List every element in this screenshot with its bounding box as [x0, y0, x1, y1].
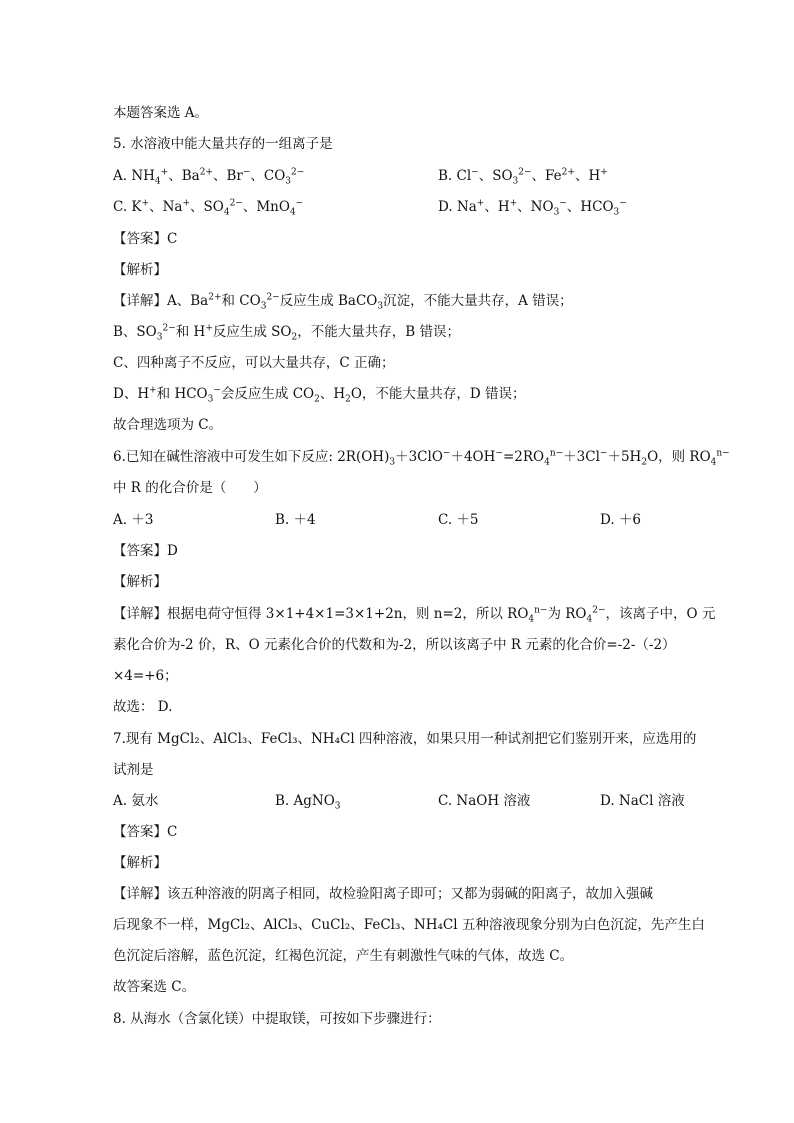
- q7-detail-line1: 【详解】该五种溶液的阴离子相同，故检验阳离子即可；又都为弱碱的阳离子，故加入强碱: [113, 886, 653, 902]
- q5-detail-a: 【详解】A、$Ba^{2+}$和 $CO_3^{2-}$反应生成 BaCO$_3$沉淀，不能大量共存，A 错误；: [113, 292, 573, 312]
- q7-detail-line3: 色沉淀后溶解，蓝色沉淀，红褐色沉淀，产生有刺激性气味的气体，故选 C。: [113, 948, 574, 964]
- question-7-title: 7.现有 MgCl₂、AlCl₃、FeCl₃、NH₄Cl 四种溶液，如果只用一种试剂把它们鉴别开来，应选用的: [113, 731, 697, 747]
- q7-option-c: C. NaOH 溶液: [438, 793, 531, 809]
- question-8-title: 8. 从海水（含氯化镁）中提取镁，可按如下步骤进行：: [113, 1011, 441, 1027]
- q5-detail-b: B、$SO_3^{2-}$和 H+反应生成 $SO_2$，不能大量共存，B 错误；: [113, 323, 460, 343]
- question-5-title: 5. 水溶液中能大量共存的一组离子是: [113, 136, 333, 152]
- q7-detail-line2: 后现象不一样，MgCl₂、AlCl₃、CuCl₂、FeCl₃、NH₄Cl 五种溶液现象分别为白色沉淀，先产生白: [113, 917, 705, 933]
- q5-option-b: B. Cl−、$SO_3^{2-}$、$Fe^{2+}$、H+: [438, 167, 608, 187]
- q6-option-a: A. ＋3: [113, 512, 154, 528]
- q5-option-d: D. Na+、H+、$NO_3^-$、$HCO_3^-$: [438, 198, 627, 218]
- answer-label: 【答案】D: [113, 543, 178, 559]
- analysis-label: 【解析】: [113, 262, 167, 278]
- answer-label: 【答案】C: [113, 824, 178, 840]
- q5-detail-d: D、H+和 $HCO_3^-$会反应生成 $CO_2$、$H_2O$，不能大量共存，D 错误；: [113, 385, 526, 405]
- q6-detail-line2: 素化合价为-2 价，R、O 元素化合价的代数和为-2，所以该离子中 R 元素的化合价=-2-（-2）: [113, 637, 676, 653]
- q6-option-d: D. ＋6: [600, 512, 642, 528]
- question-6-title: 6.已知在碱性溶液中可发生如下反应: $2R(OH)_3+3ClO^-+4OH^-=2RO_4^{n-}+3Cl^-+5H_2O$，则 $RO_4^{n-}$: [113, 448, 730, 468]
- q7-option-d: D. NaCl 溶液: [600, 793, 685, 809]
- q7-option-a: A. 氨水: [113, 793, 159, 809]
- question-7-line2: 试剂是: [113, 762, 154, 778]
- q6-option-c: C. ＋5: [438, 512, 479, 528]
- q6-detail-line3: ×4=+6；: [113, 668, 178, 684]
- q6-option-b: B. ＋4: [275, 512, 316, 528]
- q7-option-b: B. AgNO$_3$: [275, 793, 341, 812]
- q6-detail-line1: 【详解】根据电荷守恒得 3×1+4×1=3×1+2n，则 n=2，所以 $RO_4^{n-}$为 $RO_4^{2-}$，该离子中，O 元: [113, 605, 716, 625]
- text-line: 本题答案选 A。: [113, 105, 209, 121]
- answer-label: 【答案】C: [113, 231, 178, 247]
- conclusion: 故答案选 C。: [113, 979, 196, 995]
- q5-detail-c: C、四种离子不反应，可以大量共存，C 正确；: [113, 355, 395, 371]
- conclusion: 故选： D.: [113, 699, 173, 715]
- q5-option-a: A. $NH_4^+$、$Ba^{2+}$、Br−、$CO_3^{2-}$: [113, 167, 305, 187]
- analysis-label: 【解析】: [113, 855, 167, 871]
- analysis-label: 【解析】: [113, 574, 167, 590]
- question-6-line2: 中 R 的化合价是（ ）: [113, 480, 267, 496]
- q5-option-c: C. K+、Na+、$SO_4^{2-}$、MnO$_4$−: [113, 198, 304, 218]
- conclusion: 故合理选项为 C。: [113, 417, 223, 433]
